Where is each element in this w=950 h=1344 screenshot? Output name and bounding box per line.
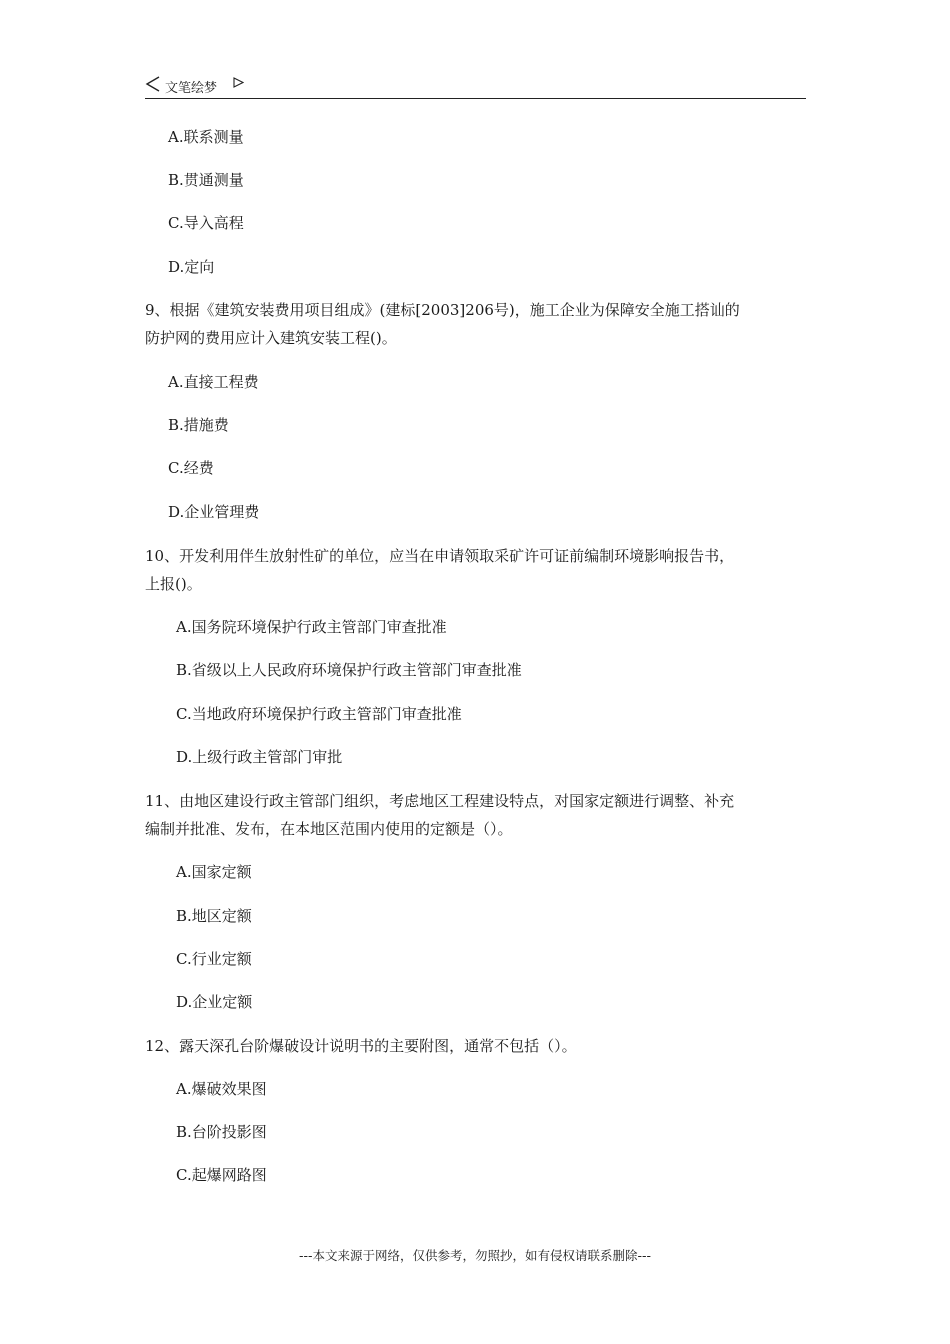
option-8d: D.定向 [168, 258, 215, 276]
option-12a: A.爆破效果图 [176, 1080, 267, 1098]
option-8c: C.导入高程 [168, 214, 244, 232]
option-12b: B.台阶投影图 [176, 1123, 267, 1141]
option-11d: D.企业定额 [176, 993, 253, 1011]
left-triangle-icon [145, 76, 161, 92]
option-10d: D.上级行政主管部门审批 [176, 748, 343, 766]
question-11-line-1: 11、由地区建设行政主管部门组织，考虑地区工程建设特点，对国家定额进行调整、补充 [145, 792, 735, 810]
question-9-line-2: 防护网的费用应计入建筑安装工程()。 [145, 329, 397, 347]
option-11a: A.国家定额 [176, 863, 252, 881]
option-8b: B.贯通测量 [168, 171, 244, 189]
right-triangle-icon [233, 77, 244, 88]
option-9a: A.直接工程费 [168, 373, 259, 391]
question-9-line-1: 9、根据《建筑安装费用项目组成》(建标[2003]206号)，施工企业为保障安全施工搭讪的 [145, 301, 740, 319]
option-10c: C.当地政府环境保护行政主管部门审查批准 [176, 705, 462, 723]
page-header [145, 74, 806, 99]
option-10a: A.国务院环境保护行政主管部门审查批准 [176, 618, 447, 636]
option-11c: C.行业定额 [176, 950, 252, 968]
option-9b: B.措施费 [168, 416, 229, 434]
header-brand: 文笔绘梦 [165, 81, 218, 96]
footer-disclaimer: ---本文来源于网络，仅供参考，勿照抄，如有侵权请联系删除--- [298, 1248, 652, 1263]
option-8a: A.联系测量 [168, 128, 244, 146]
question-10-line-1: 10、开发利用伴生放射性矿的单位，应当在申请领取采矿许可证前编制环境影响报告书， [145, 547, 735, 565]
question-11-line-2: 编制并批准、发布，在本地区范围内使用的定额是（）。 [145, 820, 513, 838]
question-10-line-2: 上报()。 [145, 575, 202, 593]
option-9c: C.经费 [168, 459, 214, 477]
option-10b: B.省级以上人民政府环境保护行政主管部门审查批准 [176, 661, 522, 679]
option-12c: C.起爆网路图 [176, 1166, 267, 1184]
option-9d: D.企业管理费 [168, 503, 260, 521]
option-11b: B.地区定额 [176, 907, 252, 925]
question-12-line-1: 12、露天深孔台阶爆破设计说明书的主要附图，通常不包括（）。 [145, 1037, 577, 1055]
